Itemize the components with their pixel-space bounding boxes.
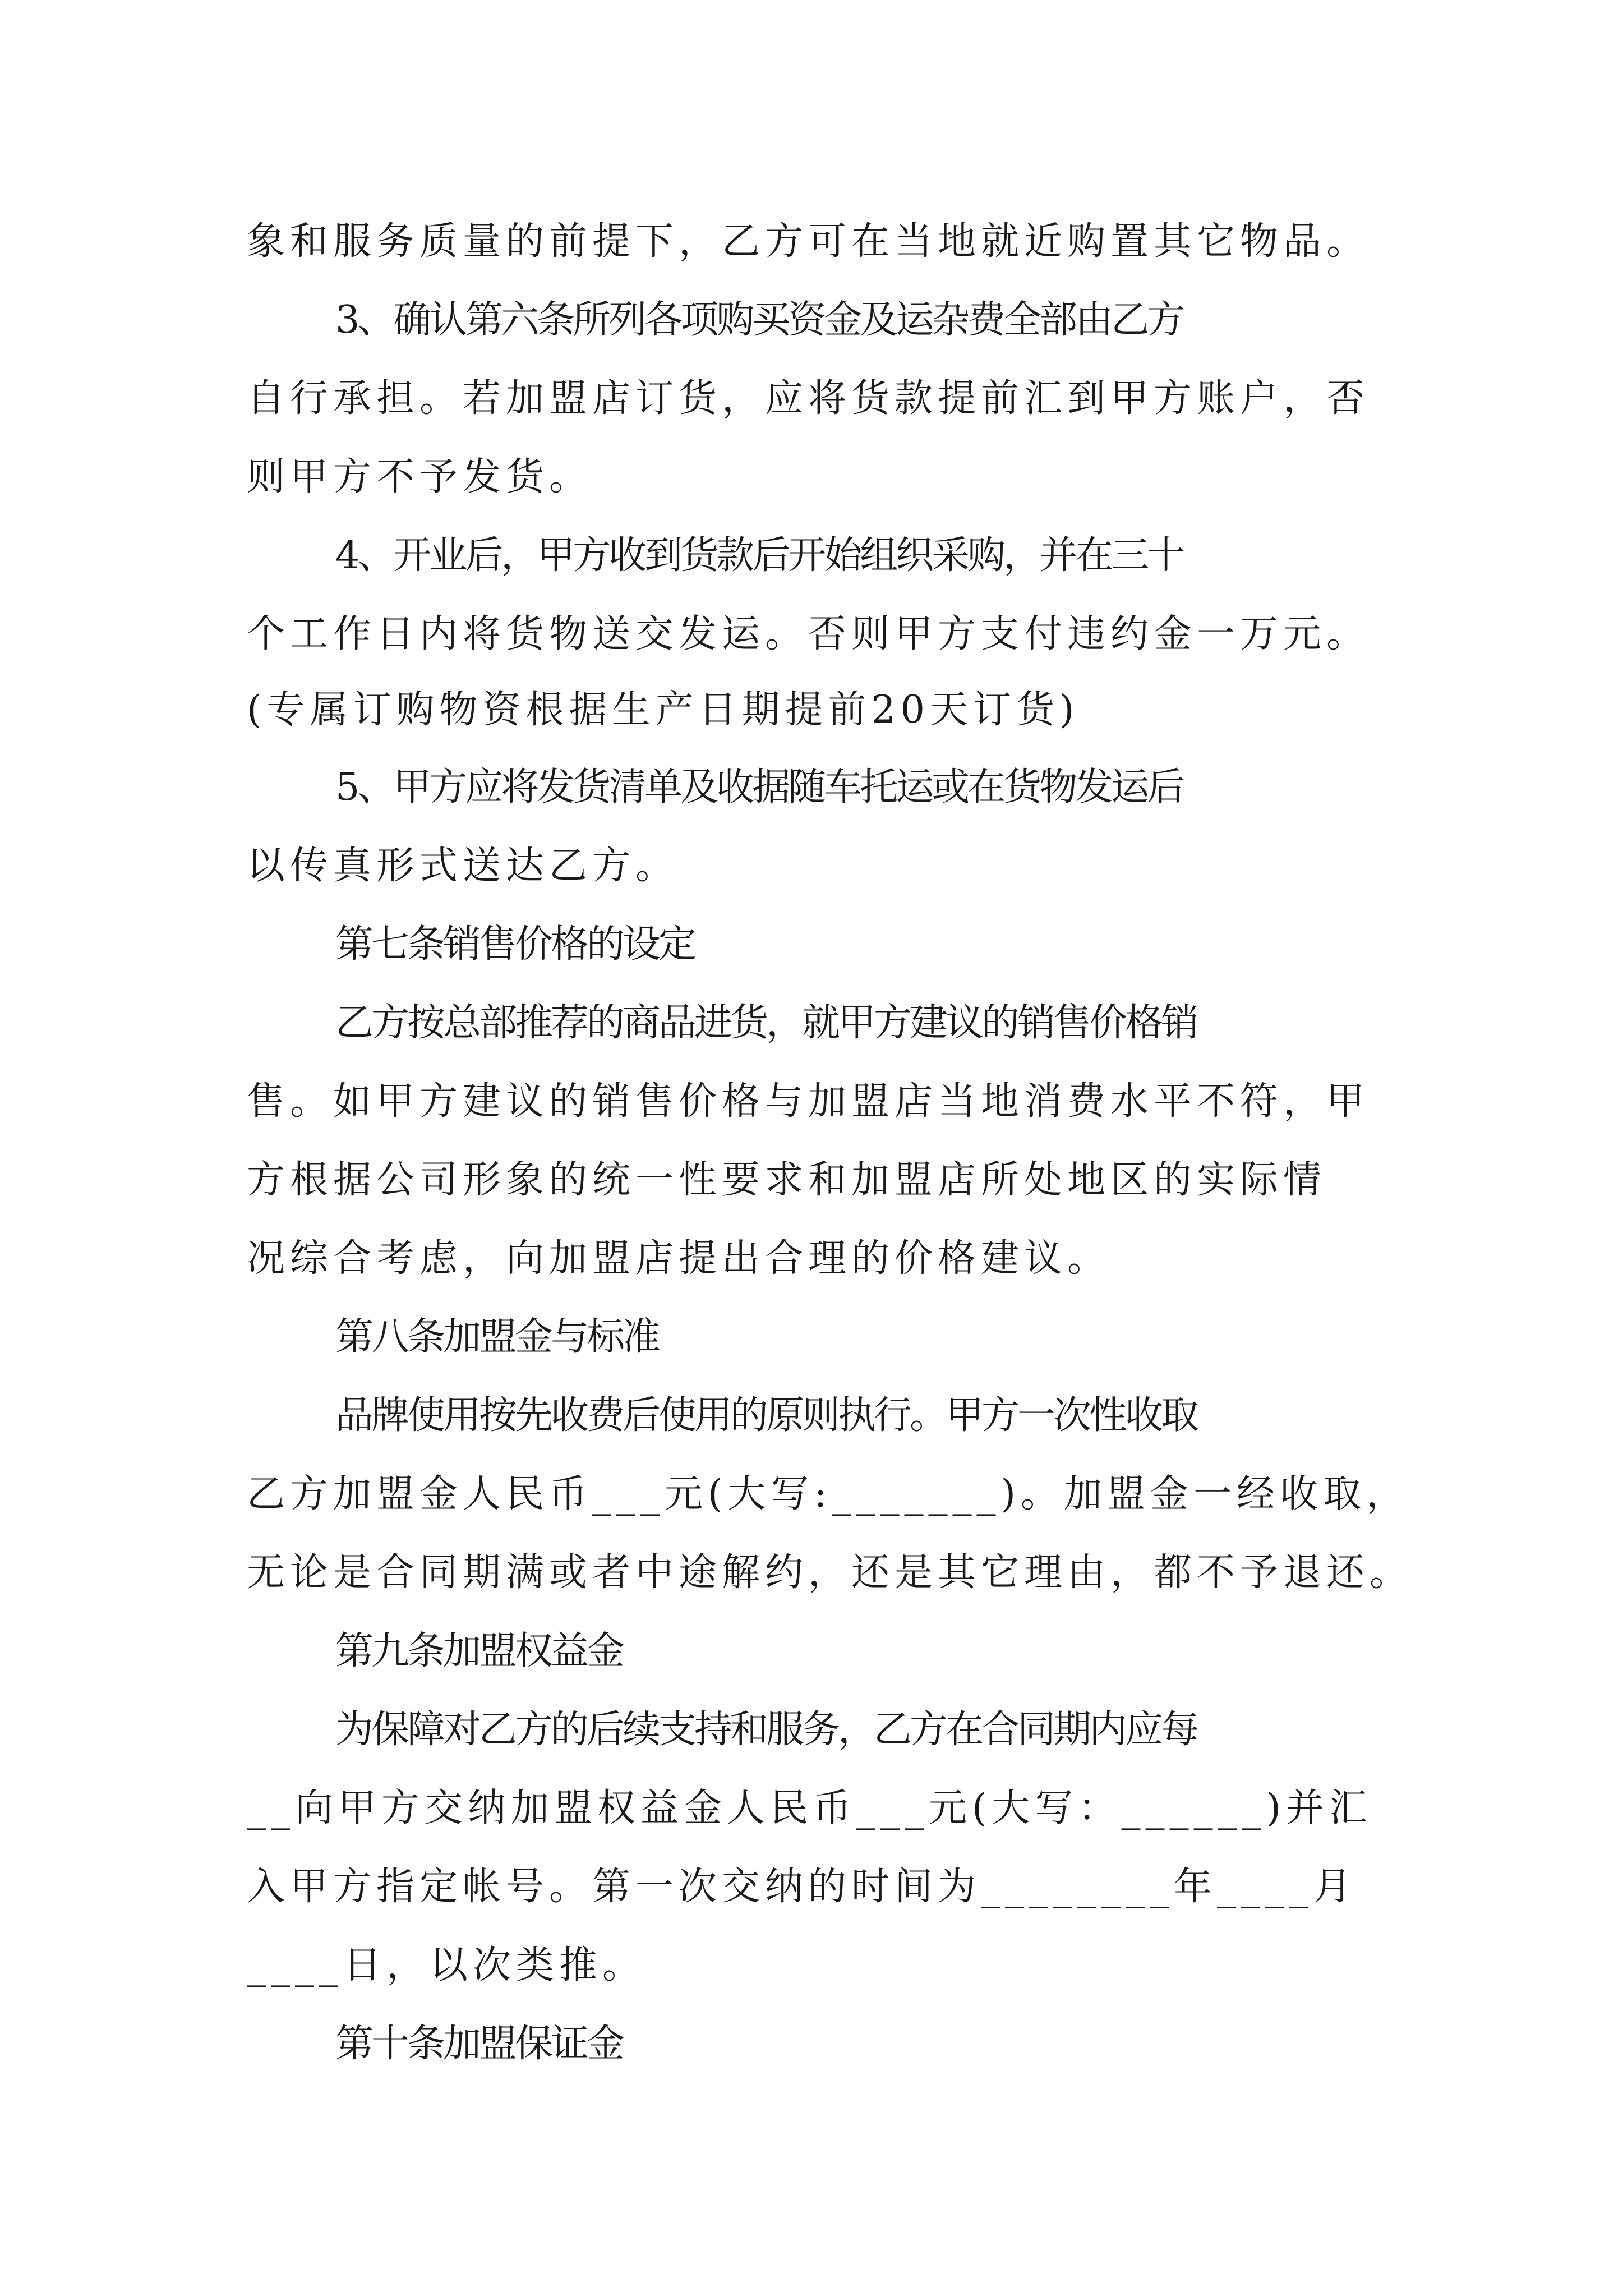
text-line: 则甲方不予发货。 <box>247 455 593 499</box>
section-heading: 第八条加盟金与标准 <box>335 1315 659 1359</box>
text-line: 4、开业后，甲方收到货款后开始组织采购，并在三十 <box>335 533 1183 578</box>
text-line: 况综合考虑，向加盟店提出合理的价格建议。 <box>247 1236 1111 1281</box>
text-line: 无论是合同期满或者中途解约，还是其它理由，都不予退还。 <box>247 1550 1413 1595</box>
text-line: 为保障对乙方的后续支持和服务，乙方在合同期内应每 <box>335 1708 1197 1752</box>
text-line: 乙方按总部推荐的商品进货，就甲方建议的销售价格销 <box>335 1001 1197 1045</box>
text-line: 个工作日内将货物送交发运。否则甲方支付违约金一万元。 <box>247 612 1370 656</box>
text-line: 乙方加盟金人民币___元(大写:_______)。加盟金一经收取， <box>247 1472 1409 1516</box>
text-line: (专属订购物资根据生产日期提前20天订货) <box>247 688 1080 732</box>
section-heading: 第十条加盟保证金 <box>335 2022 623 2066</box>
text-line: 品牌使用按先收费后使用的原则执行。甲方一次性收取 <box>335 1393 1197 1438</box>
text-line: 以传真形式送达乙方。 <box>247 844 679 888</box>
text-line: ____日，以次类推。 <box>247 1943 646 1987</box>
text-line: 自行承担。若加盟店订货，应将货款提前汇到甲方账户，否 <box>247 376 1370 421</box>
text-line: 售。如甲方建议的销售价格与加盟店当地消费水平不符，甲 <box>247 1079 1370 1124</box>
text-line: 象和服务质量的前提下，乙方可在当地就近购置其它物品。 <box>247 219 1370 264</box>
text-line: 3、确认第六条所列各项购买资金及运杂费全部由乙方 <box>335 298 1183 342</box>
text-line: 方根据公司形象的统一性要求和加盟店所处地区的实际情 <box>247 1158 1327 1202</box>
section-heading: 第九条加盟权益金 <box>335 1629 623 1673</box>
text-line: 入甲方指定帐号。第一次交纳的时间为________年____月 <box>247 1865 1357 1909</box>
text-line: 5、甲方应将发货清单及收据随车托运或在货物发运后 <box>335 765 1183 809</box>
section-heading: 第七条销售价格的设定 <box>335 922 695 967</box>
text-line: __向甲方交纳加盟权益金人民币___元(大写：______)并汇 <box>247 1786 1373 1830</box>
